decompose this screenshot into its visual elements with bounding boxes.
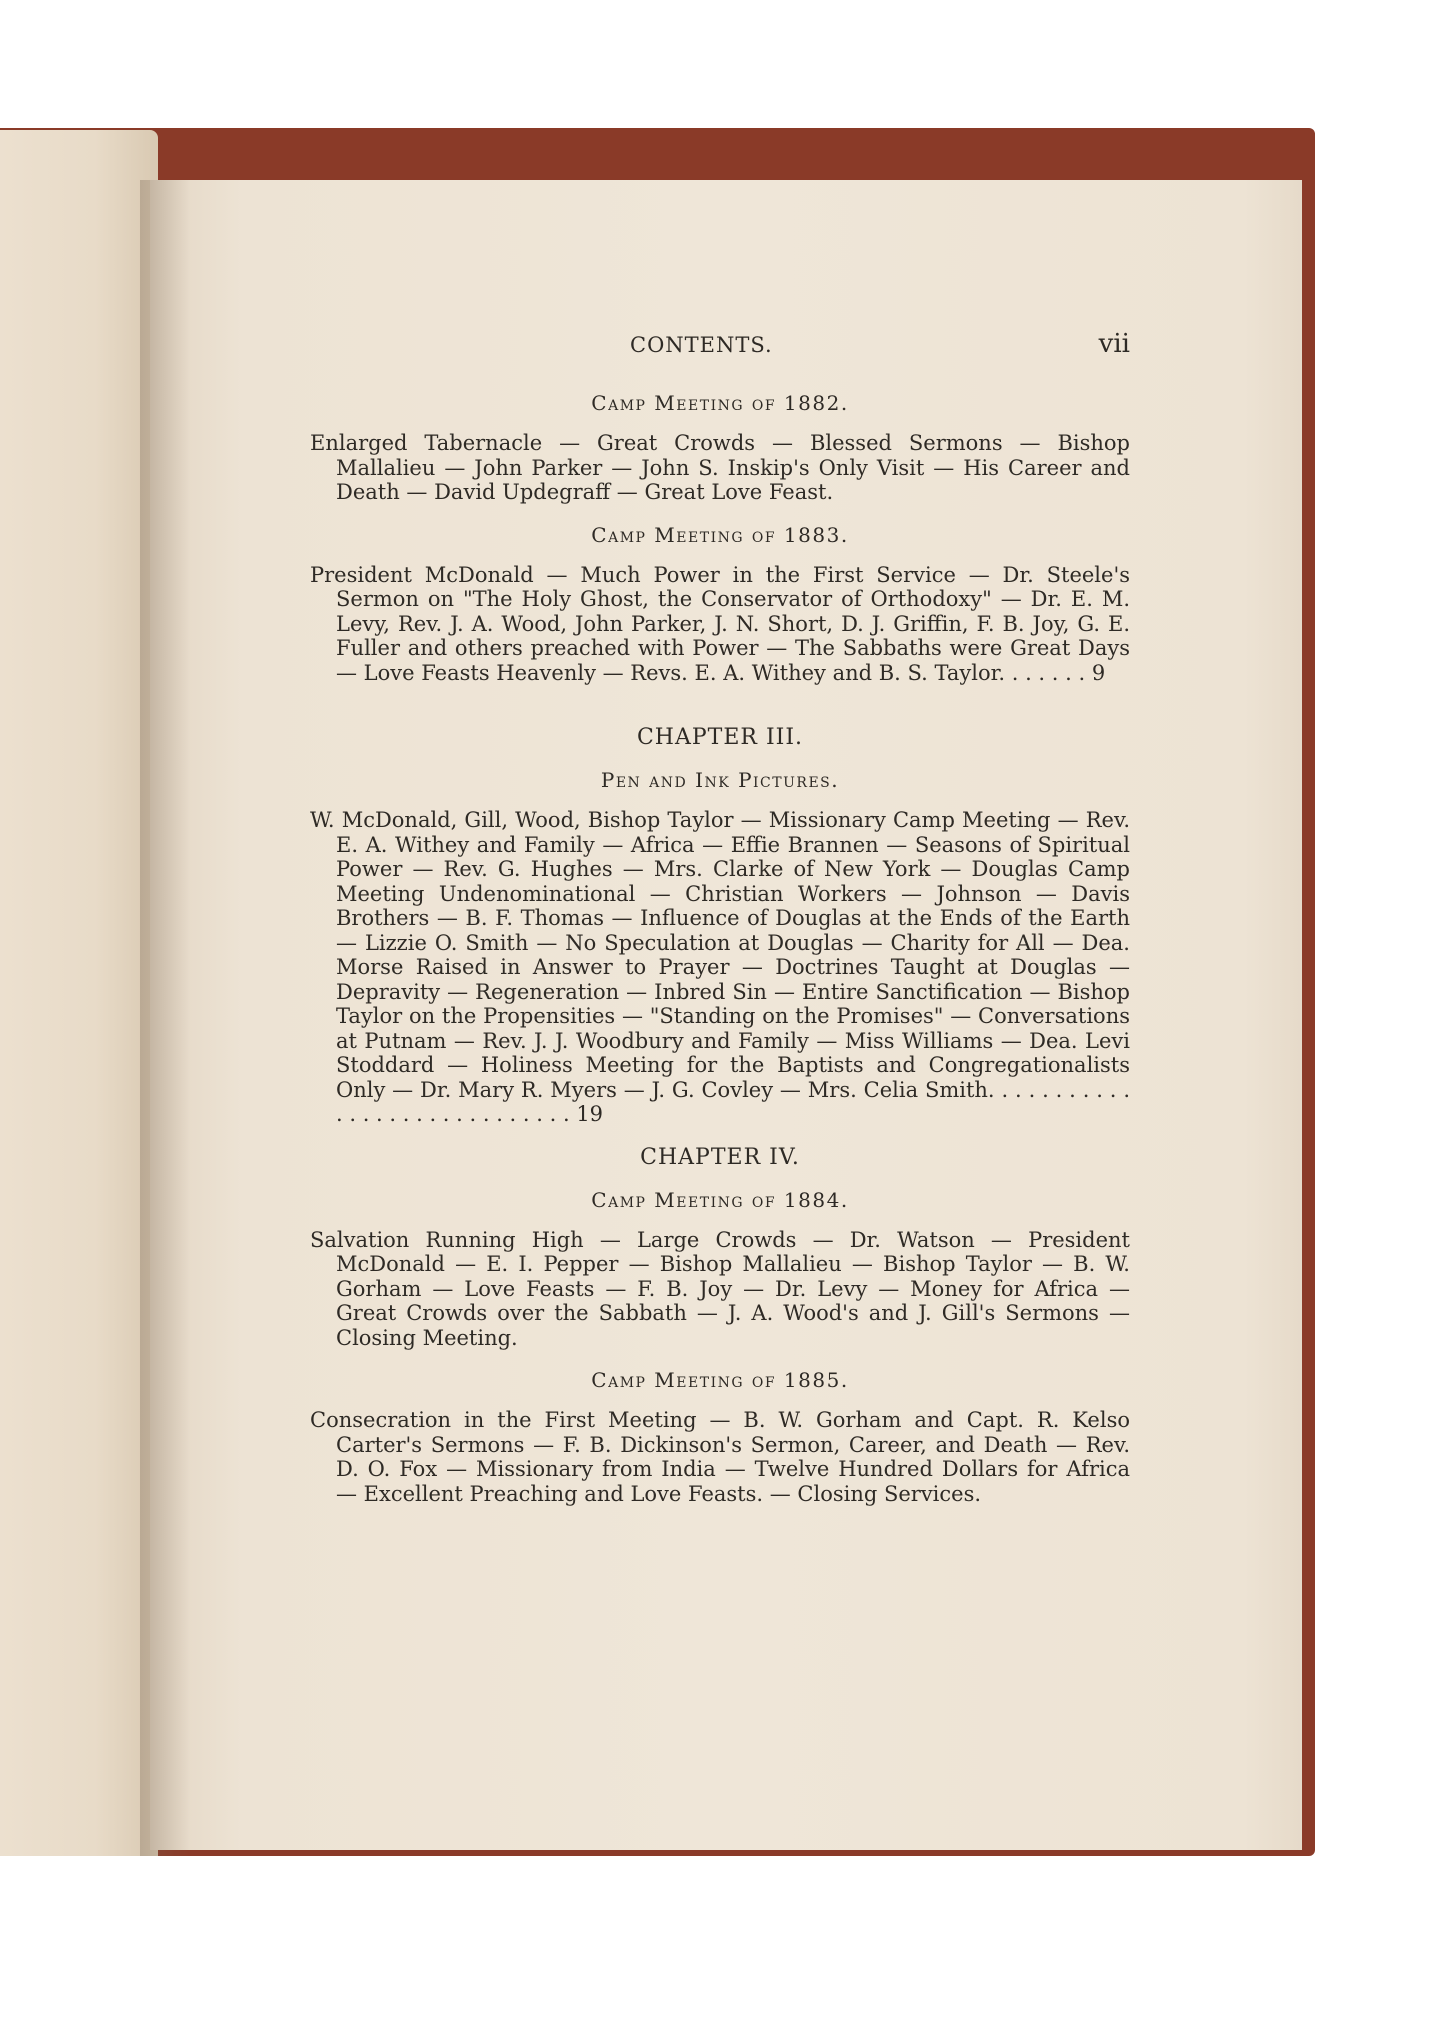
section-heading: Camp Meeting of 1884. — [591, 1187, 849, 1212]
section-heading: Pen and Ink Pictures. — [600, 768, 840, 792]
section-heading: Camp Meeting of 1883. — [591, 522, 849, 547]
running-head — [310, 329, 1130, 373]
section-summary: President McDonald — Much Power in the First Service — Dr. Steele's Sermon on "The Holy Ghost, the Conservator of Orthodoxy" — Dr. E. M. Levy, Rev. J. A. Wood, John Parker, J. N. Short, D. J. Griffin, F. B. Joy, G. E. Fuller and others preached with Power — The Sabbaths were Great Days — Love Feasts Heavenly — Revs. E. A. Withey and B. S. Taylor. . . . . . . 9 — [310, 562, 1130, 685]
left-page — [0, 130, 158, 1856]
page-ref-number: 19 — [576, 1102, 604, 1126]
section-summary: W. McDonald, Gill, Wood, Bishop Taylor — Missionary Camp Meeting — Rev. E. A. Withey and Family — Africa — Effie Brannen — Seasons of Spiritual Power — Rev. G. Hughes — Mrs. Clarke of New York — Douglas Camp Meeting Undenominational — Christian Workers — Johnson — Davis Brothers — B. F. Thomas — Influence of Douglas at the Ends of the Earth — Lizzie O. Smith — No Speculation at Douglas — Charity for All — Dea. Morse Raised in Answer to Prayer — Doctrines Taught at Douglas — Depravity — Regeneration — Inbred Sin — Entire Sanctification — Bishop Taylor on the Propensities — "Standing on the Promises" — Conversations at Putnam — Rev. J. J. Woodbury and Family — Miss Williams — Dea. Levi Stoddard — Holiness Meeting for the Baptists and Congregationalists Only — Dr. Mary R. Myers — J. G. Covley — Mrs. Celia Smith. . . . . . . . . . . . . . . . . . . . . . . . . . . . . 19 — [310, 808, 1130, 1126]
running-title: CONTENTS. — [630, 333, 773, 357]
section-heading: Camp Meeting of 1885. — [591, 1368, 849, 1392]
contents-page — [310, 329, 1130, 1506]
section-summary: Enlarged Tabernacle — Great Crowds — Blessed Sermons — Bishop Mallalieu — John Parker — John S. Inskip's Only Visit — His Career and Death — David Updegraff — Great Love Feast. — [310, 431, 1130, 504]
section-summary: Consecration in the First Meeting — B. W. Gorham and Capt. R. Kelso Carter's Sermons — F. B. Dickinson's Sermon, Career, and Death — Rev. D. O. Fox — Missionary from India — Twelve Hundred Dollars for Africa — Excellent Preaching and Love Feasts. — Closing Services. — [310, 1408, 1130, 1506]
page-ref-number: 9 — [1091, 660, 1106, 685]
section-heading: Camp Meeting of 1882. — [591, 391, 849, 415]
chapter-title: CHAPTER IV. — [640, 1144, 800, 1170]
page-reference: . . . . . . . . . . . . . . . . . . . . . . . . . . . . 19 — [336, 1077, 1130, 1126]
page-gutter — [140, 180, 190, 1856]
page-number: vii — [1098, 329, 1130, 359]
page-reference: . . . . . . 9 — [1011, 660, 1106, 685]
section-summary: Salvation Running High — Large Crowds — Dr. Watson — President McDonald — E. I. Pepper — Bishop Mallalieu — Bishop Taylor — B. W. Gorham — Love Feasts — F. B. Joy — Dr. Levy — Money for Africa — Great Crowds over the Sabbath — J. A. Wood's and J. Gill's Sermons — Closing Meeting. — [310, 1227, 1130, 1350]
chapter-title: CHAPTER III. — [636, 725, 804, 750]
